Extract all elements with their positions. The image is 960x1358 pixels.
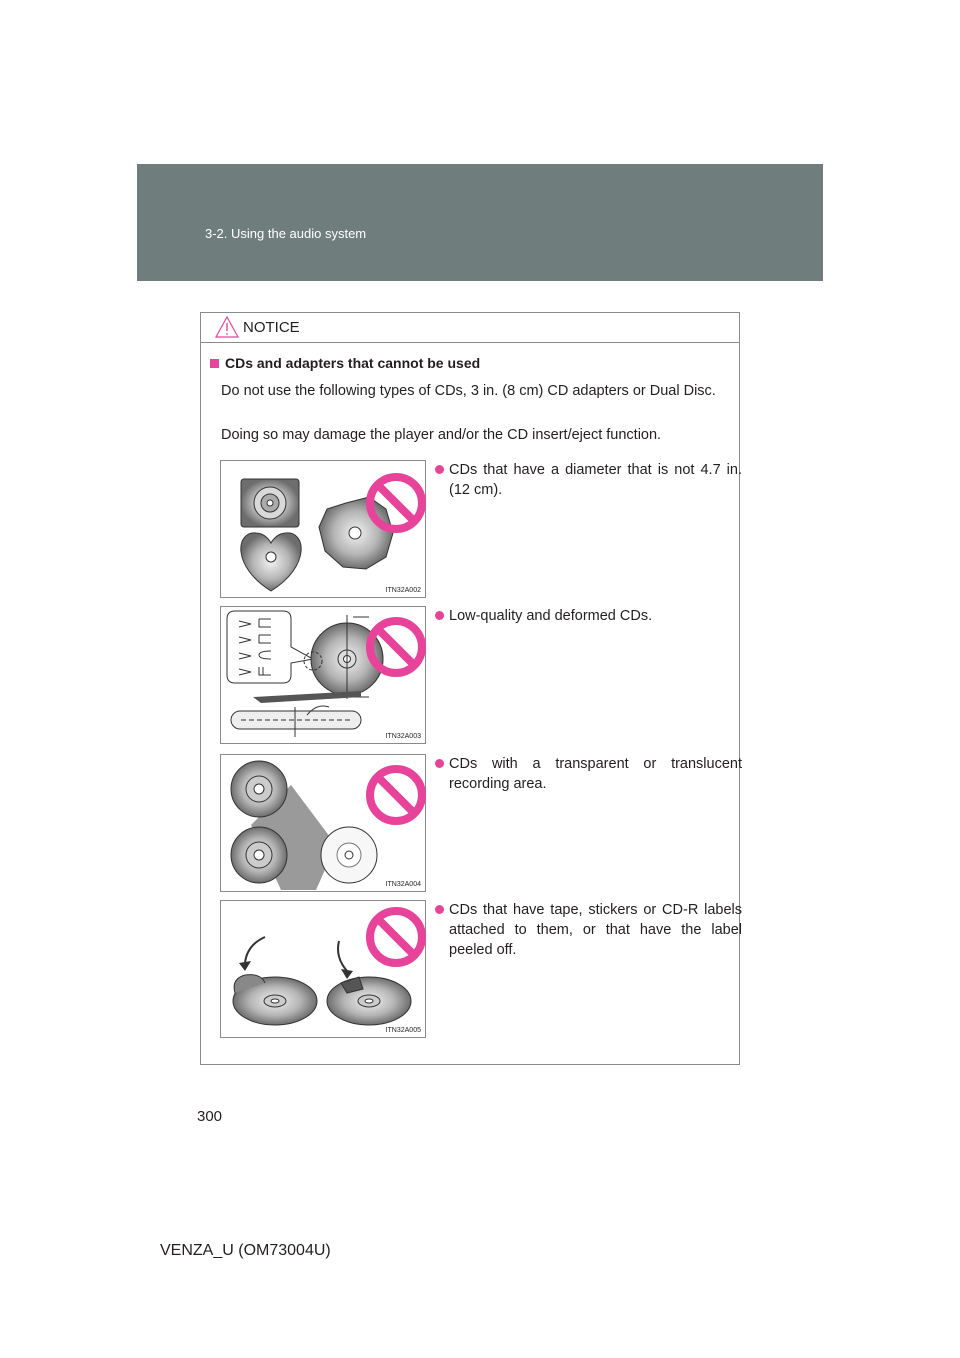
list-item (435, 754, 742, 794)
transparent-cd-illustration-icon (221, 755, 427, 893)
figure-code: ITN32A005 (385, 1027, 421, 1034)
figure-code: ITN32A002 (385, 587, 421, 594)
bullet-dot-icon (435, 905, 444, 914)
list-item-text: Low-quality and deformed CDs. (449, 608, 653, 624)
notice-header (201, 313, 739, 343)
deformed-cd-illustration-icon (221, 607, 427, 745)
list-item (435, 900, 742, 960)
notice-title: NOTICE (243, 319, 300, 336)
list-item-text: CDs with a transparent or translucent recording area. (449, 756, 742, 792)
section-title: 3-2. Using the audio system (205, 226, 367, 241)
list-item (435, 460, 742, 500)
figure-code: ITN32A003 (385, 733, 421, 740)
list-item-text: CDs that have tape, stickers or CD-R labels attached to them, or that have the label peeled off. (449, 902, 742, 958)
bullet-dot-icon (435, 465, 444, 474)
header-band (137, 164, 823, 281)
figure-code: ITN32A004 (385, 881, 421, 888)
labeled-cd-illustration-icon (221, 901, 427, 1039)
notice-box (200, 312, 740, 1065)
notice-subheading (210, 355, 480, 371)
notice-subheading-text: CDs and adapters that cannot be used (225, 355, 481, 371)
warning-triangle-icon (215, 316, 239, 338)
odd-shaped-cds-figure (220, 460, 426, 598)
odd-shaped-cds-illustration-icon (221, 461, 427, 599)
notice-paragraph: Do not use the following types of CDs, 3 in. (8 cm) CD adapters or Dual Disc. (221, 383, 716, 399)
square-bullet-icon (210, 359, 219, 368)
list-item-text: CDs that have a diameter that is not 4.7 in. (12 cm). (449, 462, 742, 498)
notice-paragraph: Doing so may damage the player and/or the CD insert/eject function. (221, 427, 662, 443)
labeled-cd-figure (220, 900, 426, 1038)
transparent-cd-figure (220, 754, 426, 892)
page-number: 300 (197, 1108, 223, 1125)
list-item (435, 606, 742, 626)
manual-code: VENZA_U (OM73004U) (160, 1242, 331, 1259)
deformed-cd-figure (220, 606, 426, 744)
bullet-dot-icon (435, 611, 444, 620)
bullet-dot-icon (435, 759, 444, 768)
